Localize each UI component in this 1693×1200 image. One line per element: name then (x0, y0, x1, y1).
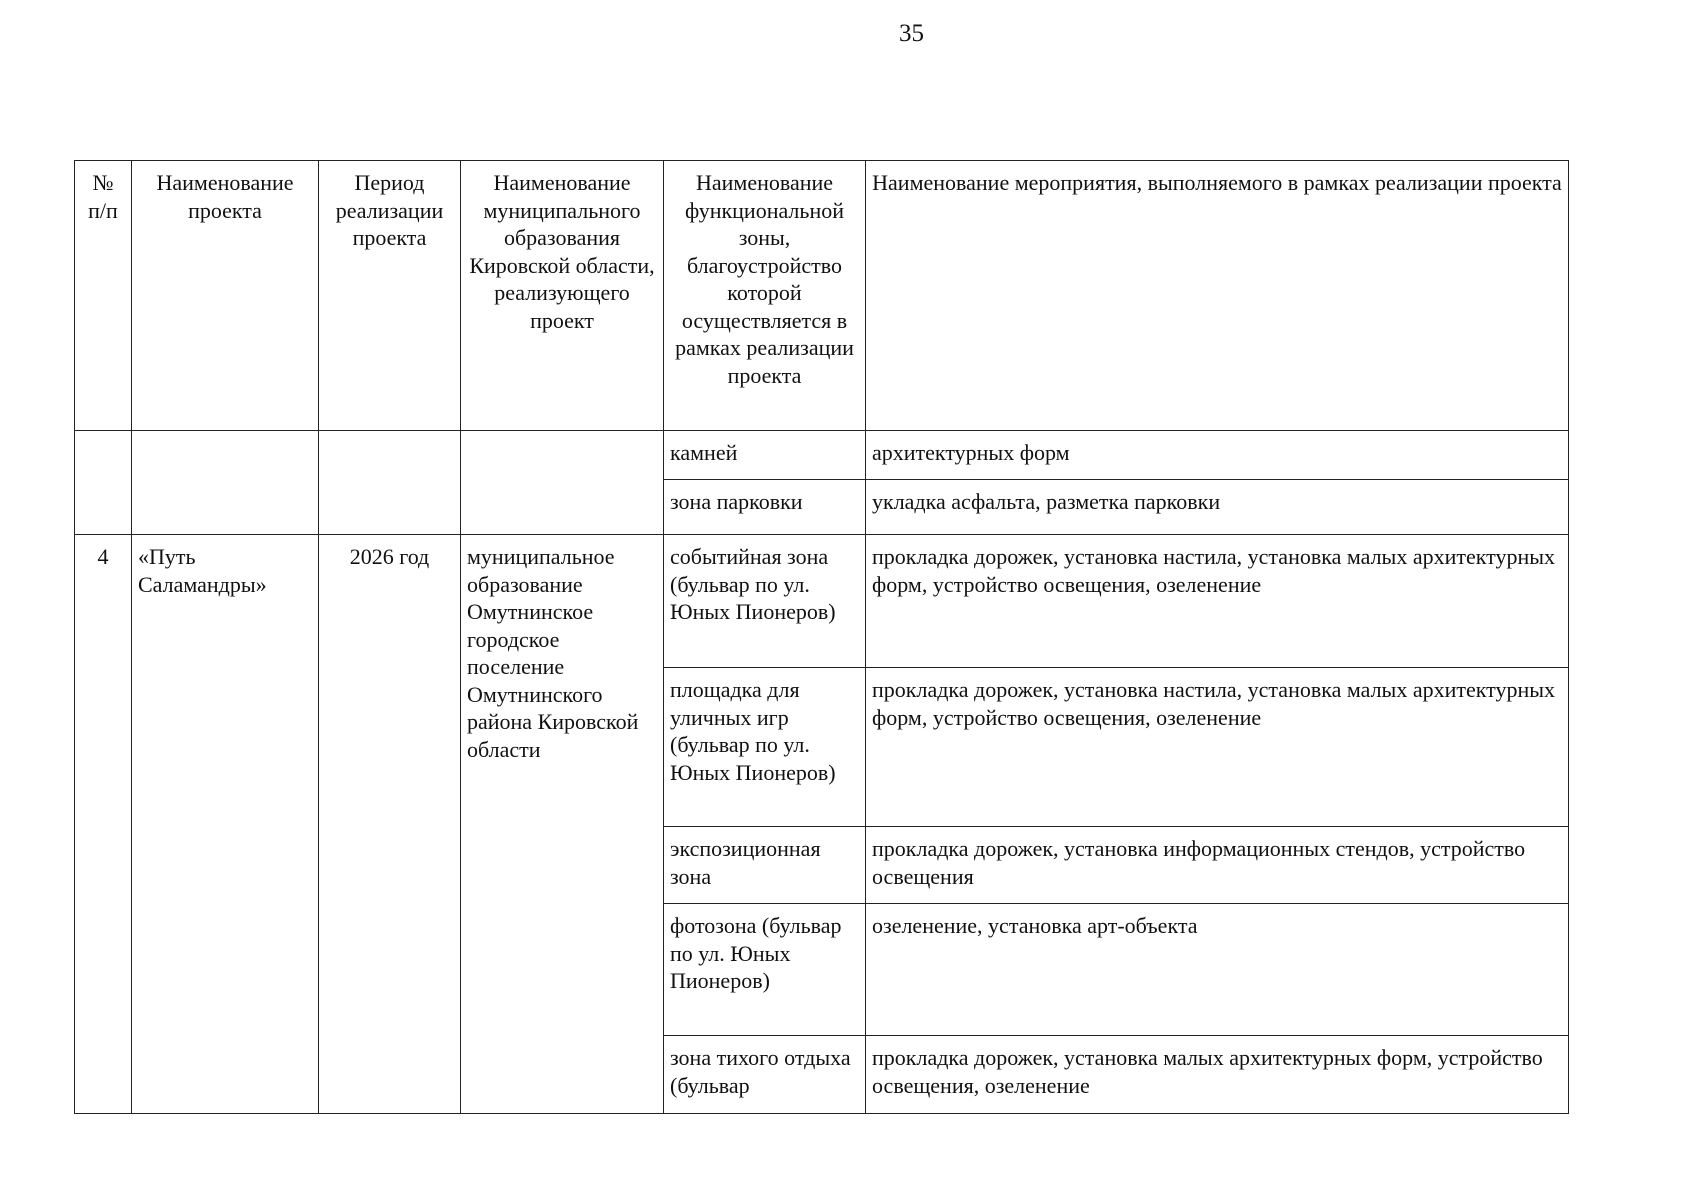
cont-num-cell (75, 431, 132, 535)
zone-cell: событийная зона (бульвар по ул. Юных Пионеров) (664, 535, 866, 668)
header-num: № п/п (75, 161, 132, 431)
projects-table (74, 160, 1569, 1114)
header-activity: Наименование мероприятия, выполняемого в рамках реализации проекта (866, 161, 1569, 431)
cont-municipality-cell (461, 431, 664, 535)
header-period: Период реализации проекта (319, 161, 461, 431)
zone-cell: площадка для уличных игр (бульвар по ул. Юных Пионеров) (664, 668, 866, 827)
header-project: Наименование проекта (132, 161, 319, 431)
activity-cell: прокладка дорожек, установка информационных стендов, устройство освещения (866, 827, 1569, 904)
project-name-cell: «Путь Саламандры» (132, 535, 319, 1114)
zone-cell: камней (664, 431, 866, 480)
activity-cell: прокладка дорожек, установка настила, установка малых архитектурных форм, устройство освещения, озеленение (866, 535, 1569, 668)
cont-project-cell (132, 431, 319, 535)
zone-cell: зона парковки (664, 480, 866, 535)
activity-cell: прокладка дорожек, установка настила, установка малых архитектурных форм, устройство освещения, озеленение (866, 668, 1569, 827)
project-num-cell: 4 (75, 535, 132, 1114)
zone-cell: зона тихого отдыха (бульвар (664, 1036, 866, 1114)
zone-cell: экспозиционная зона (664, 827, 866, 904)
header-municipality: Наименование муниципального образования Кировской области, реализующего проект (461, 161, 664, 431)
project-period-cell: 2026 год (319, 535, 461, 1114)
table-row (75, 431, 1569, 480)
cont-period-cell (319, 431, 461, 535)
project-municipality-cell: муниципальное образование Омутнинское городское поселение Омутнинского района Кировской области (461, 535, 664, 1114)
page-number (0, 20, 1693, 48)
activity-cell: архитектурных форм (866, 431, 1569, 480)
header-zone: Наименование функциональной зоны, благоустройство которой осуществляется в рамках реализации проекта (664, 161, 866, 431)
activity-cell: озеленение, установка арт-объекта (866, 904, 1569, 1036)
table-header-row (75, 161, 1569, 431)
activity-cell: укладка асфальта, разметка парковки (866, 480, 1569, 535)
table-row (75, 535, 1569, 668)
activity-cell: прокладка дорожек, установка малых архитектурных форм, устройство освещения, озеленение (866, 1036, 1569, 1114)
page-number-text: 35 (899, 20, 924, 47)
zone-cell: фотозона (бульвар по ул. Юных Пионеров) (664, 904, 866, 1036)
